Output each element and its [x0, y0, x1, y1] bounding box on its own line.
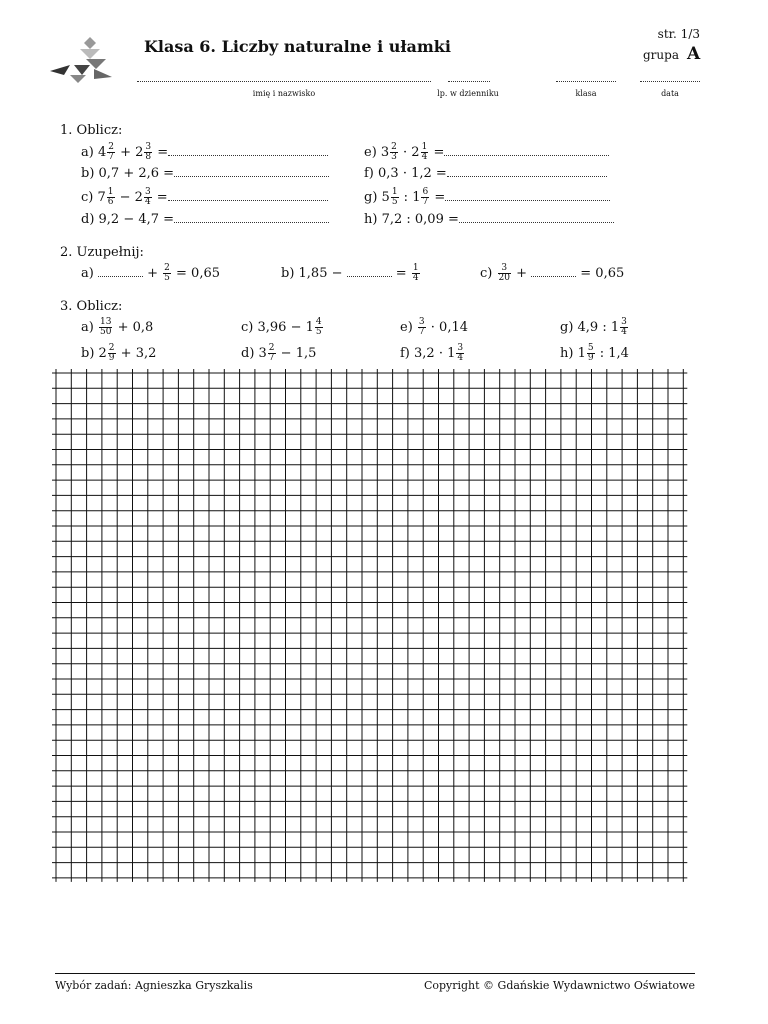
task3-item-c: c) 3,96 − 1 $\frac{4}{5}$ — [241, 317, 322, 337]
task1-item-f: f) 0,3 · 1,2 = — [364, 166, 607, 182]
task1-item-a: a) 4 $\frac{2}{7}$ + 2 $\frac{3}{8}$ = — [81, 143, 328, 162]
task1-item-e: e) 3 $\frac{2}{3}$ · 2 $\frac{1}{4}$ = — [364, 143, 609, 162]
number-field-label: lp. w dzienniku — [437, 89, 499, 98]
task3-item-a: a) $\frac{13}{50}$ + 0,8 — [81, 317, 154, 337]
task1-item-g: g) 5 $\frac{1}{5}$ : 1 $\frac{6}{7}$ = — [364, 188, 610, 207]
page-number: str. 1/3 — [657, 27, 700, 41]
task1-item-d: d) 9,2 − 4,7 = — [81, 212, 329, 228]
publisher-logo — [50, 35, 120, 85]
footer-author: Wybór zadań: Agnieszka Gryszkalis — [55, 979, 253, 992]
task3-item-b: b) 2 $\frac{2}{9}$ + 3,2 — [81, 343, 157, 363]
name-field[interactable] — [137, 80, 431, 82]
task1-item-c: c) 7 $\frac{1}{6}$ − 2 $\frac{3}{4}$ = — [81, 188, 328, 207]
task2-heading: 2. Uzupełnij: — [60, 245, 144, 260]
group-indicator: grupa A — [643, 44, 701, 64]
date-field[interactable] — [640, 80, 700, 82]
number-field[interactable] — [448, 80, 490, 82]
task3-item-d: d) 3 $\frac{2}{7}$ − 1,5 — [241, 343, 317, 363]
task1-heading: 1. Oblicz: — [60, 123, 123, 138]
task3-item-h: h) 1 $\frac{5}{9}$ : 1,4 — [560, 343, 629, 363]
task3-heading: 3. Oblicz: — [60, 299, 123, 314]
task1-item-h: h) 7,2 : 0,09 = — [364, 212, 614, 228]
task2-item-c: c) $\frac{3}{20}$ + = 0,65 — [480, 263, 625, 283]
class-field-label: klasa — [575, 89, 597, 98]
task3-item-g: g) 4,9 : 1 $\frac{3}{4}$ — [560, 317, 627, 337]
date-field-label: data — [661, 89, 679, 98]
task2-item-a: a) + $\frac{2}{5}$ = 0,65 — [81, 263, 221, 283]
answer-grid[interactable] — [52, 369, 700, 891]
footer-copyright: Copyright © Gdańskie Wydawnictwo Oświatowe — [423, 979, 695, 992]
task3-item-e: e) $\frac{3}{7}$ · 0,14 — [400, 317, 468, 337]
task1-item-b: b) 0,7 + 2,6 = — [81, 166, 329, 182]
task3-item-f: f) 3,2 · 1 $\frac{3}{4}$ — [400, 343, 464, 363]
worksheet-title: Klasa 6. Liczby naturalne i ułamki — [144, 37, 451, 56]
task2-item-b: b) 1,85 − = $\frac{1}{4}$ — [281, 263, 419, 283]
class-field[interactable] — [556, 80, 616, 82]
footer-divider — [55, 973, 695, 974]
name-field-label: imię i nazwisko — [252, 89, 316, 98]
